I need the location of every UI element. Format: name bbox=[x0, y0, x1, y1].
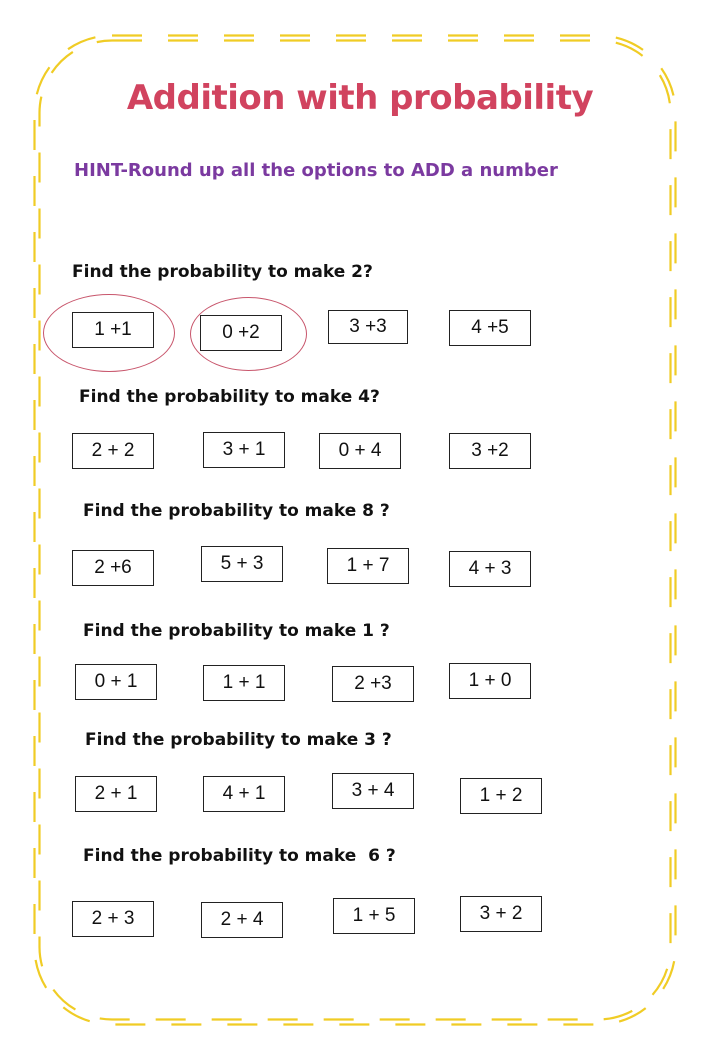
option-q4-3[interactable]: 2 +3 bbox=[332, 666, 414, 702]
question-1: Find the probability to make 2? bbox=[72, 262, 373, 282]
hint-text: HINT-Round up all the options to ADD a number bbox=[74, 160, 558, 181]
question-4: Find the probability to make 1 ? bbox=[83, 621, 390, 641]
option-q2-1[interactable]: 2 + 2 bbox=[72, 433, 154, 469]
option-q3-1[interactable]: 2 +6 bbox=[72, 550, 154, 586]
option-q5-2[interactable]: 4 + 1 bbox=[203, 776, 285, 812]
option-q1-2[interactable]: 0 +2 bbox=[200, 315, 282, 351]
option-q6-2[interactable]: 2 + 4 bbox=[201, 902, 283, 938]
option-q5-1[interactable]: 2 + 1 bbox=[75, 776, 157, 812]
option-q3-3[interactable]: 1 + 7 bbox=[327, 548, 409, 584]
option-q2-3[interactable]: 0 + 4 bbox=[319, 433, 401, 469]
option-q3-4[interactable]: 4 + 3 bbox=[449, 551, 531, 587]
option-q2-4[interactable]: 3 +2 bbox=[449, 433, 531, 469]
option-q6-3[interactable]: 1 + 5 bbox=[333, 898, 415, 934]
option-q3-2[interactable]: 5 + 3 bbox=[201, 546, 283, 582]
option-q1-3[interactable]: 3 +3 bbox=[328, 310, 408, 344]
option-q6-4[interactable]: 3 + 2 bbox=[460, 896, 542, 932]
option-q4-1[interactable]: 0 + 1 bbox=[75, 664, 157, 700]
option-q4-2[interactable]: 1 + 1 bbox=[203, 665, 285, 701]
question-5: Find the probability to make 3 ? bbox=[85, 730, 392, 750]
option-q1-1[interactable]: 1 +1 bbox=[72, 312, 154, 348]
option-q5-4[interactable]: 1 + 2 bbox=[460, 778, 542, 814]
question-6: Find the probability to make 6 ? bbox=[83, 846, 396, 866]
option-q2-2[interactable]: 3 + 1 bbox=[203, 432, 285, 468]
page-title: Addition with probability bbox=[126, 78, 594, 118]
option-q1-4[interactable]: 4 +5 bbox=[449, 310, 531, 346]
option-q4-4[interactable]: 1 + 0 bbox=[449, 663, 531, 699]
option-q6-1[interactable]: 2 + 3 bbox=[72, 901, 154, 937]
question-3: Find the probability to make 8 ? bbox=[83, 501, 390, 521]
option-q5-3[interactable]: 3 + 4 bbox=[332, 773, 414, 809]
question-2: Find the probability to make 4? bbox=[79, 387, 380, 407]
